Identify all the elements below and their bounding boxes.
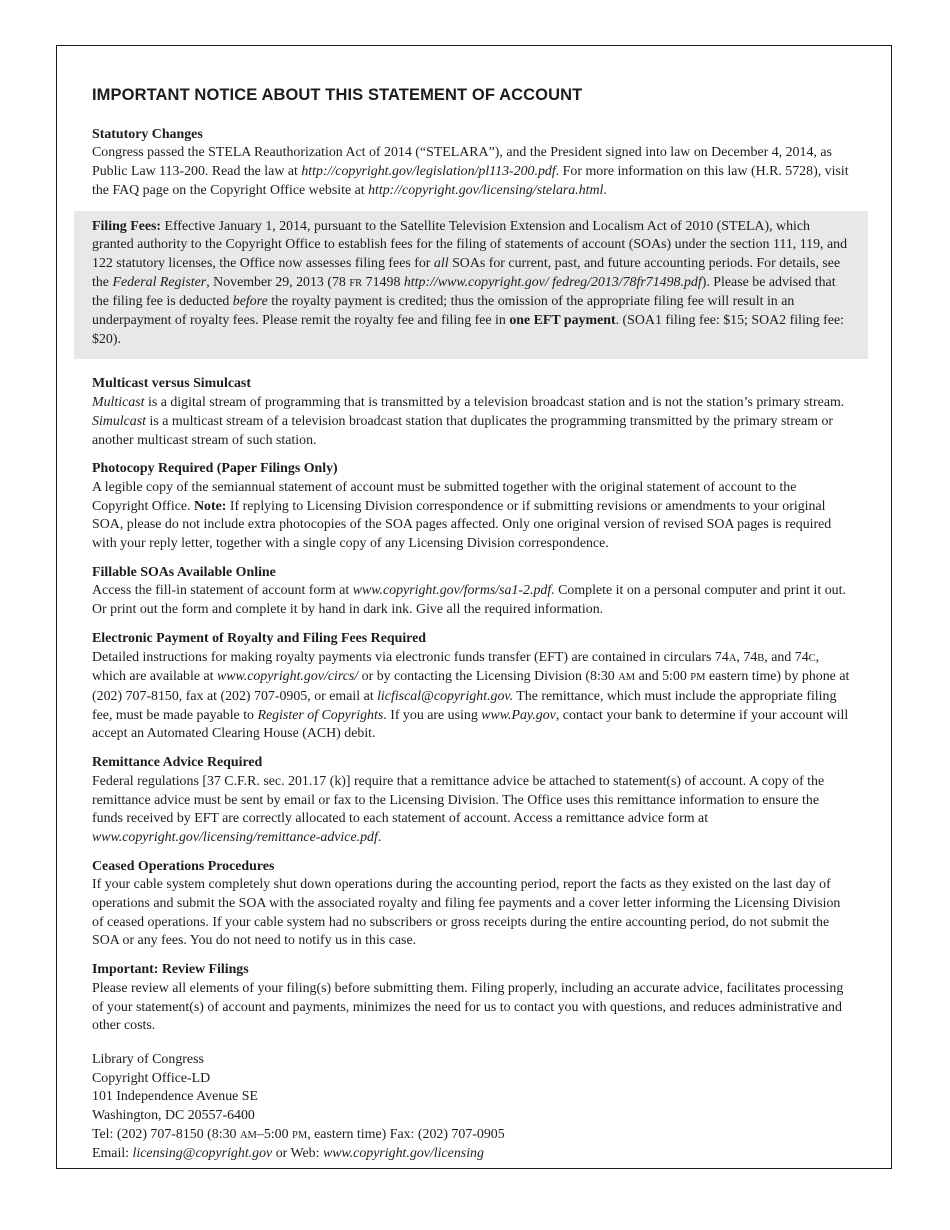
electronic-text: , which are available at: [92, 649, 820, 685]
section-electronic-payment: [92, 630, 850, 744]
statutory-text: Congress passed the STELA Reauthorization Act of 2014 (“STELARA”), and the President signed into law on December 4, 2014, as Public Law 113-200. Read the law at: [92, 145, 832, 180]
circular-suffix: A: [728, 652, 737, 664]
licensing-web-link[interactable]: www.copyright.gov/licensing: [322, 1146, 484, 1162]
electronic-text: Detailed instructions for making royalty payments via electronic funds transfer (EFT) are contained in circulars 74: [92, 649, 729, 665]
am-abbrev: AM: [239, 1129, 257, 1141]
pm-abbrev: PM: [690, 672, 706, 684]
electronic-body: [92, 649, 850, 745]
filing-fees-text: 71498: [362, 274, 404, 290]
photocopy-text: A legible copy of the semiannual statement of account must be submitted together with the original statement of account to the Copyright Office.: [92, 479, 797, 514]
paygov-link[interactable]: www.Pay.gov: [481, 707, 556, 723]
fr-abbrev: FR: [349, 277, 363, 289]
electronic-text: and 5:00: [635, 669, 691, 685]
section-fillable: [92, 564, 850, 620]
remittance-heading: Remittance Advice Required: [92, 755, 263, 771]
electronic-heading: Electronic Payment of Royalty and Filing Fees Required: [92, 630, 426, 646]
term-multicast: Multicast: [92, 395, 145, 411]
section-multicast: [92, 375, 850, 450]
licensing-email-link[interactable]: licensing@copyright.gov: [132, 1146, 273, 1162]
licfiscal-email-link[interactable]: licfiscal@copyright.gov.: [377, 688, 514, 704]
circular-suffix: C: [808, 652, 816, 664]
phone-text: , eastern time) Fax: (202) 707-0905: [307, 1126, 505, 1142]
emphasis-all: all: [433, 255, 449, 271]
electronic-text: or by contacting the Licensing Division (8:30: [358, 669, 619, 685]
fillable-text: Access the fill-in statement of account form at: [92, 583, 353, 599]
filing-fees-text: . (SOA1 filing fee: $15; SOA2 filing fee: $20).: [92, 313, 844, 347]
fillable-body: [92, 582, 850, 619]
filing-fees-label: Filing Fees:: [92, 218, 162, 234]
notice-title: IMPORTANT NOTICE ABOUT THIS STATEMENT OF ACCOUNT: [92, 86, 583, 104]
multicast-text: is a multicast stream of a television broadcast station that duplicates the programming transmitted by the primary stream or another multicast stream of such station.: [92, 413, 834, 448]
review-heading: Important: Review Filings: [92, 962, 249, 978]
email-label: Email:: [92, 1146, 133, 1162]
section-photocopy: [92, 460, 850, 554]
ceased-body: If your cable system completely shut down operations during the accounting period, report the facts as they existed on the last day of operations and submit the SOA with the associated royalty and filing fee payments and a cover letter informing the Licensing Division of ceased operations. If your cable system had no subscribers or gross receipts during the entire accounting period, do not submit the SOA or any fees. You do not need to notify us in this case.: [92, 877, 841, 949]
filing-fees-text: SOAs for current, past, and future accounting periods. For details, see the: [92, 255, 841, 290]
notice-content: [92, 86, 850, 1164]
federal-register-title: Federal Register: [112, 274, 207, 290]
review-body: Please review all elements of your filing(s) before submitting them. Filing properly, including an accurate advice, facilitates processing of your statement(s) of account and payments, minimizes the need for us to contact you with questions, and reduces administrative and other costs.: [92, 980, 844, 1034]
emphasis-before: before: [232, 294, 268, 310]
circulars-link[interactable]: www.copyright.gov/circs/: [216, 669, 359, 685]
address-line: Copyright Office-LD: [92, 1070, 211, 1086]
photocopy-heading: Photocopy Required (Paper Filings Only): [92, 461, 338, 477]
address-line: Library of Congress: [92, 1051, 204, 1067]
email-web-line: [92, 1145, 850, 1164]
electronic-text: , contact your bank to determine if your account will accept an Automated Clearing House (ACH) debit.: [92, 707, 849, 742]
circular-suffix: B: [757, 652, 765, 664]
note-label: Note:: [193, 498, 227, 514]
remittance-text: Federal regulations [37 C.F.R. sec. 201.17 (k)] require that a remittance advice be attached to statement(s) of account. A copy of the remittance advice must be sent by email or fax to the Licensing Division. The Office uses this remittance information to ensure the funds received by EFT are correctly allocated to each statement of account. Access a remittance advice form at: [92, 773, 825, 827]
electronic-text: , and 74: [764, 649, 809, 665]
electronic-text: eastern time) by phone at (202) 707-8150, fax at (202) 707-0905, or email at: [92, 669, 850, 704]
filing-fees-text: ). Please be advised that the filing fee is deducted: [92, 274, 836, 310]
stelara-faq-link[interactable]: http://copyright.gov/licensing/stelara.html: [368, 182, 604, 198]
photocopy-body: [92, 479, 850, 554]
electronic-text: . If you are using: [383, 707, 482, 723]
fillable-heading: Fillable SOAs Available Online: [92, 564, 276, 580]
remittance-text: .: [377, 829, 382, 845]
section-remittance: [92, 754, 850, 848]
pm-abbrev: PM: [292, 1129, 308, 1141]
phone-fax-line: [92, 1126, 850, 1146]
multicast-heading: Multicast versus Simulcast: [92, 376, 251, 392]
statutory-text: .: [603, 182, 607, 198]
statutory-heading: Statutory Changes: [92, 126, 203, 142]
address-line: Washington, DC 20557-6400: [92, 1108, 255, 1124]
payee-name: Register of Copyrights: [257, 707, 384, 723]
electronic-text: The remittance, which must include the appropriate filing fee, must be made payable to: [92, 688, 837, 723]
am-abbrev: AM: [618, 672, 636, 684]
filing-fees-text: the royalty payment is credited; thus the omission of the appropriate filing fee will result in an underpayment of royalty fees. Please remit the royalty fee and filing fee in: [92, 294, 795, 329]
phone-text: –5:00: [256, 1126, 292, 1142]
emphasis-one-eft: one EFT payment: [509, 313, 616, 329]
statutory-text: . For more information on this law (H.R. 5728), visit the FAQ page on the Copyright Office website at: [92, 164, 849, 198]
section-review-filings: [92, 961, 850, 1036]
photocopy-text: If replying to Licensing Division correspondence or if submitting revisions or amendments to your original SOA, please do not include extra photocopies of the SOA pages affected. Only one original version of revised SOA pages is required with your reply letter, together with a single copy of any Licensing Division correspondence.: [92, 498, 832, 552]
federal-register-link[interactable]: http://www.copyright.gov/ fedreg/2013/78fr71498.pdf: [403, 274, 702, 290]
statutory-body: [92, 144, 850, 200]
ceased-heading: Ceased Operations Procedures: [92, 858, 275, 874]
section-ceased-operations: [92, 858, 850, 952]
phone-text: Tel: (202) 707-8150 (8:30: [92, 1126, 240, 1142]
filing-fees-text: Effective January 1, 2014, pursuant to the Satellite Television Extension and Localism Act of 2010 (STELA), which granted authority to the Copyright Office to establish fees for the filing of statements of account (SOAs) under the section 111, 119, and 122 statutory licenses, the Office now assesses filing fees for: [92, 218, 848, 271]
web-label: or Web:: [272, 1146, 323, 1162]
fillable-text: Complete it on a personal computer and print it out. Or print out the form and complete it by hand in dark ink. Give all the required information.: [92, 583, 846, 618]
electronic-text: , 74: [736, 649, 758, 665]
term-simulcast: Simulcast: [92, 413, 147, 429]
multicast-body: [92, 394, 850, 450]
stelara-law-link[interactable]: http://copyright.gov/legislation/pl113-200.pdf: [301, 164, 556, 180]
multicast-text: is a digital stream of programming that is transmitted by a television broadcast station and is not the station’s primary stream.: [144, 395, 845, 411]
remittance-advice-link[interactable]: www.copyright.gov/licensing/remittance-advice.pdf: [92, 829, 378, 845]
address-line: 101 Independence Avenue SE: [92, 1089, 258, 1105]
contact-address: [92, 1051, 850, 1164]
filing-fees-body: [92, 218, 850, 350]
remittance-body: [92, 773, 850, 848]
section-statutory-changes: [92, 126, 850, 201]
filing-fees-box: [74, 211, 868, 360]
filing-fees-text: , November 29, 2013 (78: [206, 274, 350, 290]
form-link[interactable]: www.copyright.gov/forms/sa1-2.pdf.: [352, 583, 555, 599]
